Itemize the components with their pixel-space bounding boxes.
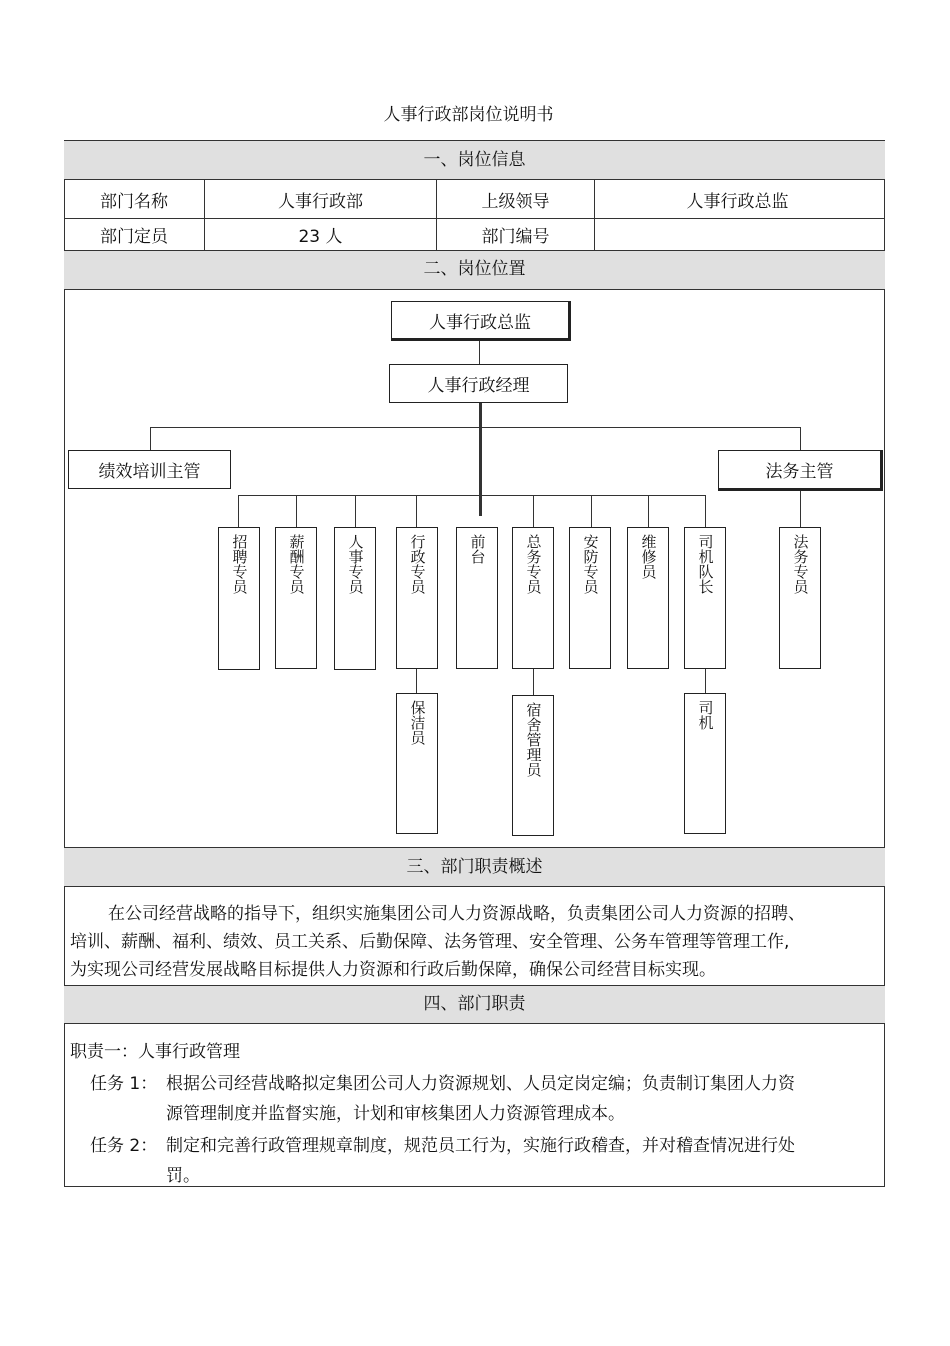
- superior-label: 上级领导: [481, 191, 550, 212]
- section-1-header: [64, 140, 885, 180]
- connector-line: [296, 495, 297, 527]
- connector-line: [238, 495, 239, 527]
- org-box-sub-staff: [684, 693, 726, 834]
- connector-line: [705, 495, 706, 527]
- org-staff-label: 总务专员: [524, 534, 543, 594]
- task-item: [70, 1069, 875, 1129]
- task-label: 任务 1：: [90, 1074, 158, 1094]
- org-box-staff: [275, 527, 317, 669]
- section-3-header: [64, 847, 885, 887]
- org-box-staff: [569, 527, 611, 669]
- document-title: 人事行政部岗位说明书: [383, 105, 554, 125]
- org-box-legal-supervisor: [718, 450, 883, 491]
- section-2-title: 二、岗位位置: [423, 259, 526, 279]
- org-staff-label: 行政专员: [408, 534, 427, 594]
- org-box-staff: [218, 527, 260, 670]
- task-text: 制定和完善行政管理规章制度，规范员工行为，实施行政稽查，并对稽查情况进行处: [166, 1136, 795, 1156]
- org-training-supervisor-label: 绩效培训主管: [98, 462, 201, 482]
- org-box-manager: [389, 364, 568, 403]
- task-text: 根据公司经营战略拟定集团公司人力资源规划、人员定岗定编；负责制订集团人力资: [166, 1074, 795, 1094]
- connector-line: [416, 495, 417, 527]
- connector-line: [800, 427, 801, 450]
- org-box-sub-staff: [512, 695, 554, 836]
- org-box-staff: [627, 527, 669, 669]
- department-summary: [70, 900, 875, 984]
- summary-line: 在公司经营战略的指导下，组织实施集团公司人力资源战略，负责集团公司人力资源的招聘、: [108, 904, 805, 924]
- section-4-title: 四、部门职责: [423, 994, 526, 1014]
- org-legal-staff-label: 法务专员: [791, 534, 810, 594]
- org-staff-label: 薪酬专员: [287, 534, 306, 594]
- org-staff-label: 人事专员: [346, 534, 365, 594]
- org-sub-staff-label: 保洁员: [408, 700, 427, 745]
- connector-line: [238, 495, 706, 496]
- section-4-header: [64, 985, 885, 1024]
- connector-line: [479, 340, 480, 364]
- org-staff-label: 前台: [468, 534, 487, 564]
- connector-line: [533, 668, 534, 695]
- connector-line: [591, 495, 592, 527]
- connector-line: [648, 495, 649, 527]
- org-director-label: 人事行政总监: [429, 312, 531, 333]
- superior-value: 人事行政总监: [686, 191, 789, 212]
- org-staff-label: 维修员: [639, 534, 658, 579]
- headcount-value: 23 人: [298, 227, 343, 247]
- dept-code-label: 部门编号: [481, 227, 550, 247]
- summary-line: 培训、薪酬、福利、绩效、员工关系、后勤保障、法务管理、安全管理、公务车管理等管理工作,: [70, 932, 790, 952]
- task-text: 源管理制度并监督实施，计划和审核集团人力资源管理成本。: [166, 1104, 625, 1124]
- org-manager-label: 人事行政经理: [427, 376, 530, 396]
- connector-line: [150, 427, 151, 450]
- task-text: 罚。: [166, 1166, 200, 1186]
- connector-line: [416, 668, 417, 693]
- connector-line: [800, 489, 801, 527]
- task-label: 任务 2：: [90, 1136, 158, 1156]
- connector-line: [705, 668, 706, 693]
- dept-name-value: 人事行政部: [278, 191, 363, 212]
- task-item: [70, 1131, 875, 1191]
- duty-title: 职责一：人事行政管理: [70, 1042, 240, 1062]
- org-staff-label: 司机队长: [696, 534, 715, 594]
- org-box-staff: [396, 527, 438, 669]
- duties-block: [70, 1037, 875, 1191]
- connector-line: [479, 402, 482, 516]
- section-1-title: 一、岗位信息: [423, 150, 526, 170]
- org-box-staff: [512, 527, 554, 669]
- headcount-label: 部门定员: [100, 227, 168, 247]
- org-box-sub-staff: [396, 693, 438, 834]
- org-sub-staff-label: 宿舍管理员: [524, 702, 543, 777]
- org-staff-label: 招聘专员: [230, 534, 249, 594]
- section-3-title: 三、部门职责概述: [406, 857, 543, 877]
- org-staff-label: 安防专员: [581, 534, 600, 594]
- dept-code-value: [595, 219, 880, 250]
- summary-line: 为实现公司经营发展战略目标提供人力资源和行政后勤保障，确保公司经营目标实现。: [70, 960, 716, 980]
- org-legal-supervisor-label: 法务主管: [765, 462, 834, 482]
- org-box-staff: [334, 527, 376, 670]
- section-2-header: [64, 250, 885, 290]
- connector-line: [355, 495, 356, 527]
- org-box-staff: [684, 527, 726, 669]
- org-box-training-supervisor: [68, 450, 231, 489]
- org-box-staff: [456, 527, 498, 669]
- org-sub-staff-label: 司机: [696, 700, 715, 730]
- connector-line: [150, 427, 801, 428]
- org-box-director: [391, 301, 571, 341]
- dept-name-label: 部门名称: [100, 191, 168, 212]
- connector-line: [533, 495, 534, 527]
- org-box-legal-staff: [779, 527, 821, 669]
